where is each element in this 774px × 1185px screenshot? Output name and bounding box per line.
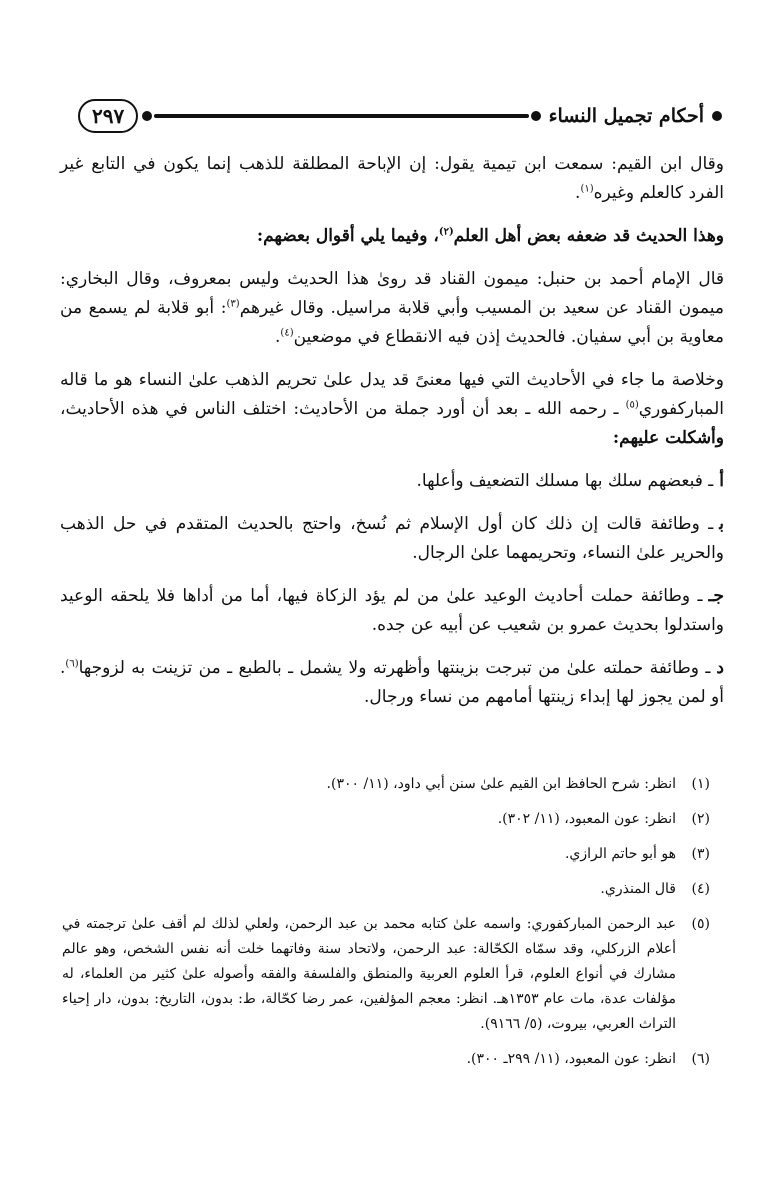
footnote-2: (٢) انظر: عون المعبود، (١١/ ٣٠٢). xyxy=(497,811,710,827)
footnote-3: (٣) هو أبو حاتم الرازي. xyxy=(564,846,710,862)
footnote-ref-2: (٢) xyxy=(438,226,454,238)
list-item-d: دـ وطائفة حملته علىٰ من تبرجت بزينتها وأظهرته ولا يشمل ـ بالطبع ـ من تزينت به لزوجها$^{(٦)}$. أو لمن يجوز لها إبداء زينتها أمامهم من نساء ورجال. xyxy=(60,658,724,707)
main-text xyxy=(60,150,724,726)
header-bullet-left xyxy=(142,111,152,121)
footnote-4: (٤) قال المنذري. xyxy=(600,881,710,897)
running-header xyxy=(78,96,722,136)
footnote-6: (٦) انظر: عون المعبود، (١١/ ٢٩٩ـ ٣٠٠). xyxy=(466,1051,710,1067)
list-item-a: أـ فبعضهم سلك بها مسلك التضعيف وأعلها. xyxy=(416,471,724,491)
header-bullet-right xyxy=(712,111,722,121)
header-bullet-mid xyxy=(531,111,541,121)
footnote-ref-6: (٦) xyxy=(65,658,79,670)
footnote-ref-3: (٣) xyxy=(226,298,240,310)
footnote-1: (١) انظر: شرح الحافظ ابن القيم علىٰ سنن أبي داود، (١١/ ٣٠٠). xyxy=(326,776,710,792)
footnote-5: (٥) عبد الرحمن المباركفوري: واسمه علىٰ كتابه محمد بن عبد الرحمن، ولعلي لذلك لم أقف علىٰ ترجمته في أعلام الزركلي، وقد سمّاه الكحّالة: عبد الرحمن، ولاتحاد سنة وفاتهما خلت أنه نفس الشخص، وهو عالم مشارك في أنواع العلوم، قرأ العلوم العربية والمنطق والفلسفة والفقه وأصوله علىٰ كثير من العلماء، له مؤلفات عدة، مات عام ١٣٥٣هـ. انظر: معجم المؤلفين، عمر رضا كحّالة، ط: بدون، التاريخ: بدون، دار إحياء التراث العربي، بيروت، (٥/ ٩١٦٦). xyxy=(62,916,710,1032)
footnotes xyxy=(62,772,710,1082)
header-rule xyxy=(154,114,528,118)
list-item-b: بـ وطائفة قالت إن ذلك كان أول الإسلام ثم نُسخ، واحتج بالحديث المتقدم في حل الذهب والحرير علىٰ النساء، وتحريمهما علىٰ الرجال. xyxy=(60,514,724,563)
list-item-c: جــ وطائفة حملت أحاديث الوعيد علىٰ من لم يؤد الزكاة فيها، أما من أداها فلا يلحقه الوعيد واستدلوا بحديث عمرو بن شعيب عن أبيه عن جده. xyxy=(60,586,724,635)
footnote-ref-4: (٤) xyxy=(280,327,294,339)
footnote-ref-5: (٥) xyxy=(625,399,639,411)
paragraph-ibn-qayyim: وقال ابن القيم: سمعت ابن تيمية يقول: إن الإباحة المطلقة للذهب إنما يكون في التابع غير الفرد كالعلم وغيره$^{(١)}$. xyxy=(60,154,724,203)
paragraph-weakness-heading: وهذا الحديث قد ضعفه بعض أهل العلم$^{(٢)}$، وفيما يلي أقوال بعضهم: xyxy=(256,226,724,246)
running-title: أحكام تجميل النساء xyxy=(548,105,704,127)
page-number: ٢٩٧ xyxy=(78,99,138,133)
paragraph-summary: وخلاصة ما جاء في الأحاديث التي فيها معنىً قد يدل علىٰ تحريم الذهب علىٰ النساء هو ما قاله المباركفوري$^{(٥)}$ ـ رحمه الله ـ بعد أن أورد جملة من الأحاديث: اختلف الناس في هذه الأحاديث، وأشكلت عليهم: xyxy=(60,370,724,448)
paragraph-imam-ahmad: قال الإمام أحمد بن حنبل: ميمون القناد قد روىٰ هذا الحديث وليس بمعروف، وقال البخاري: ميمون القناد عن سعيد بن المسيب وأبي قلابة مراسيل. وقال غيرهم$^{(٣)}$: أبو قلابة لم يسمع من معاوية بن أبي سفيان. فالحديث إذن فيه الانقطاع في موضعين$^{(٤)}$. xyxy=(60,269,724,347)
footnote-ref-1: (١) xyxy=(580,183,594,195)
